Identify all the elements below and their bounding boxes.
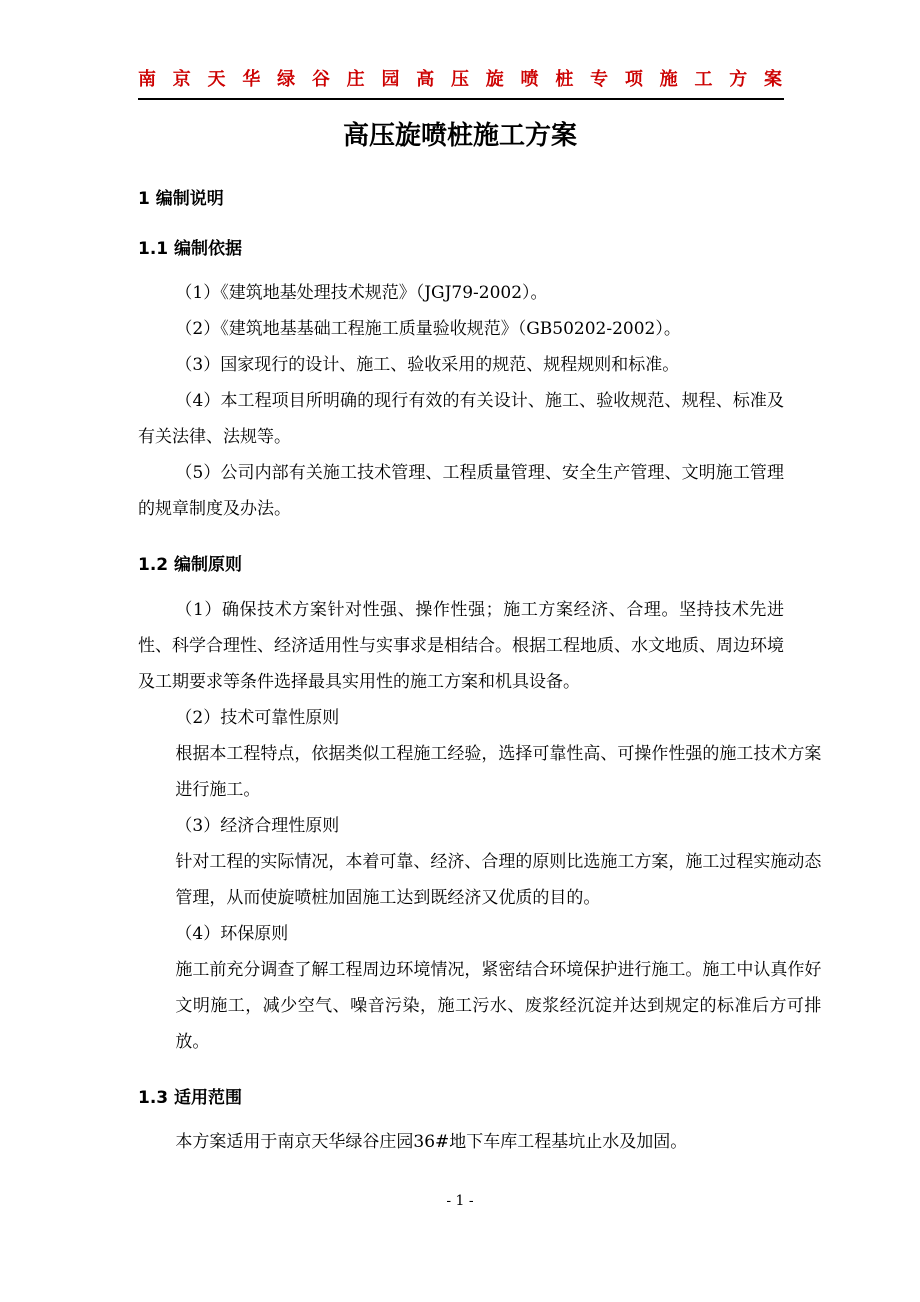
principle-3-body: 针对工程的实际情况，本着可靠、经济、合理的原则比选施工方案，施工过程实施动态管理，从而使旋喷桩加固施工达到既经济又优质的目的。: [175, 852, 822, 908]
document-title: 高压旋喷桩施工方案: [342, 121, 577, 151]
header-text: 南京天华绿谷庄园高压旋喷桩专项施工方案: [138, 69, 784, 90]
basis-item-2: （2）《建筑地基基础工程施工质量验收规范》（GB50202-2002）。: [175, 319, 681, 339]
principle-1: （1）确保技术方案针对性强、操作性强；施工方案经济、合理。坚持技术先进性、科学合理性、经济适用性与实事求是相结合。根据工程地质、水文地质、周边环境及工期要求等条件选择最具实用性的施工方案和机具设备。: [138, 600, 784, 692]
principle-3-title: （3）经济合理性原则: [175, 816, 340, 836]
section-1-1-heading: 1.1 编制依据: [138, 239, 243, 259]
principle-4-title: （4）环保原则: [175, 924, 289, 944]
page-header: [138, 66, 784, 100]
section-1-2-heading: 1.2 编制原则: [138, 555, 243, 575]
principle-4-body: 施工前充分调查了解工程周边环境情况，紧密结合环境保护进行施工。施工中认真作好文明施工，减少空气、噪音污染，施工污水、废浆经沉淀并达到规定的标准后方可排放。: [175, 960, 822, 1052]
scope-body: 本方案适用于南京天华绿谷庄园36#地下车库工程基坑止水及加固。: [175, 1132, 688, 1152]
basis-item-4: （4）本工程项目所明确的现行有效的有关设计、施工、验收规范、规程、标准及有关法律、法规等。: [138, 391, 784, 447]
principle-2-body: 根据本工程特点，依据类似工程施工经验，选择可靠性高、可操作性强的施工技术方案进行施工。: [175, 744, 822, 800]
section-1-heading: 1 编制说明: [138, 189, 224, 209]
principle-2-title: （2）技术可靠性原则: [175, 708, 340, 728]
basis-item-1: （1）《建筑地基处理技术规范》（JGJ79-2002）。: [175, 283, 548, 303]
basis-item-3: （3）国家现行的设计、施工、验收采用的规范、规程规则和标准。: [175, 355, 680, 375]
page-number: - 1 -: [446, 1193, 474, 1209]
basis-item-5: （5）公司内部有关施工技术管理、工程质量管理、安全生产管理、文明施工管理的规章制度及办法。: [138, 463, 784, 519]
section-1-3-heading: 1.3 适用范围: [138, 1088, 243, 1108]
